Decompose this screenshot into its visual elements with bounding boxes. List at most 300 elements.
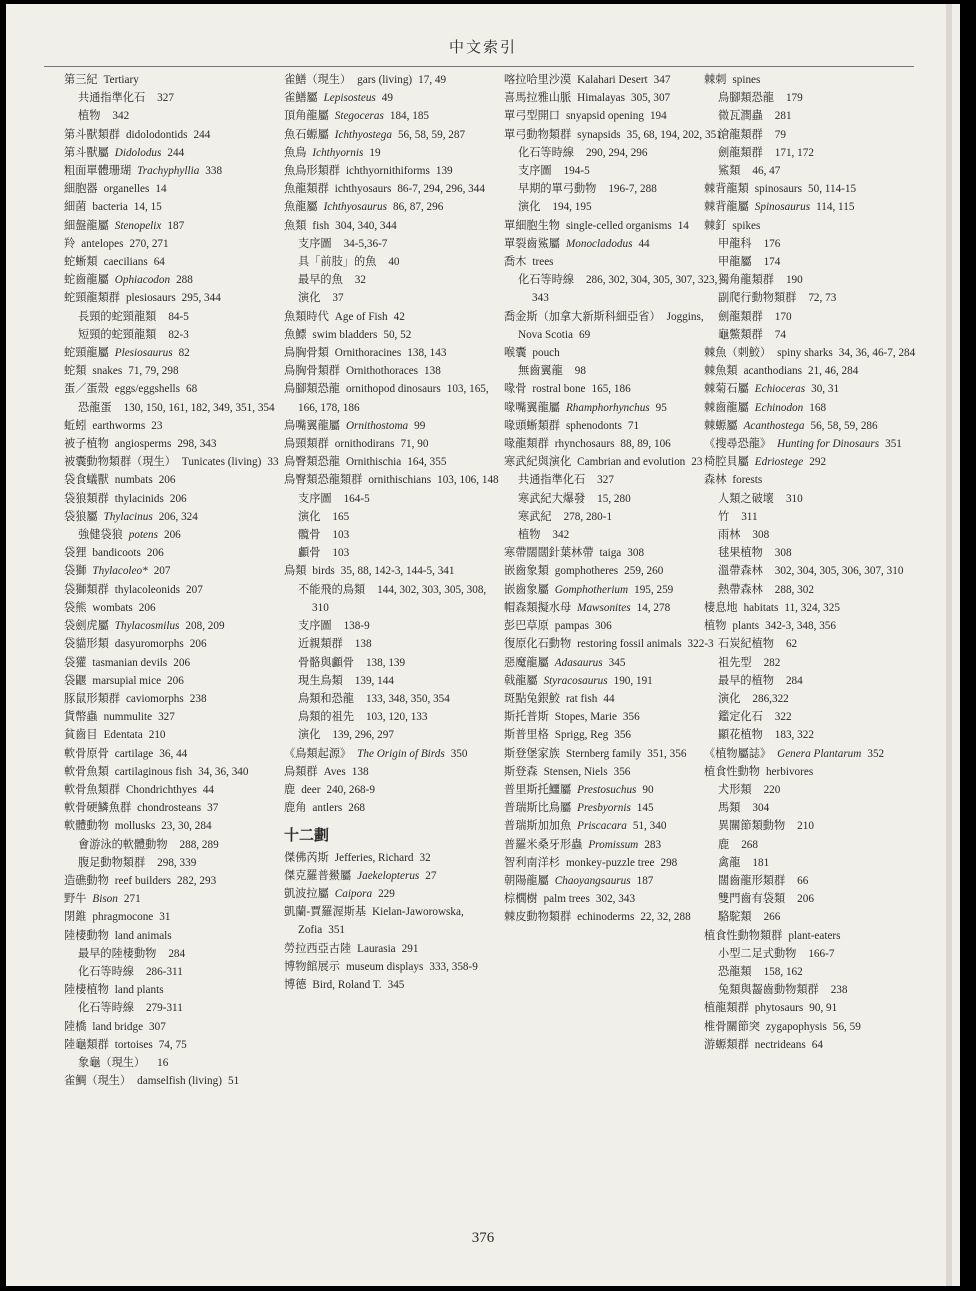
index-subentry xyxy=(504,198,722,216)
index-subentry xyxy=(504,271,722,307)
index-entry xyxy=(504,217,722,235)
entry-page-refs: 206 xyxy=(163,529,181,542)
index-column-1 xyxy=(64,71,282,1090)
entry-chinese-term: 魚鳥 xyxy=(284,145,307,159)
index-entry xyxy=(284,417,502,435)
index-entry xyxy=(284,799,502,817)
entry-chinese-term: 陸龜類群 xyxy=(64,1037,109,1051)
entry-chinese-term: 游螈類群 xyxy=(704,1037,749,1051)
entry-chinese-term: 軟骨魚類群 xyxy=(64,782,120,796)
index-entry xyxy=(64,453,282,471)
entry-english-term: gomphotheres xyxy=(554,565,619,578)
entry-english-term: Thylacosmilus xyxy=(114,620,180,633)
entry-page-refs: 64 xyxy=(153,256,165,269)
index-entry xyxy=(704,599,922,617)
entry-chinese-term: 陸棲動物 xyxy=(64,928,109,942)
entry-english-term: Plesiosaurus xyxy=(114,347,173,360)
entry-chinese-term: 支序圖 xyxy=(298,619,332,633)
entry-page-refs: 279-311 xyxy=(145,1002,183,1015)
entry-chinese-term: 鳥臀類恐龍 xyxy=(284,455,340,469)
entry-english-term: Prestosuchus xyxy=(577,783,637,796)
index-entry xyxy=(284,180,502,198)
entry-page-refs: 298 xyxy=(660,856,678,869)
entry-english-term: snakes xyxy=(92,365,123,378)
entry-page-refs: 139, 296, 297 xyxy=(332,729,394,742)
entry-page-refs: 88, 89, 106 xyxy=(620,438,671,451)
entry-chinese-term: 鳥腳類恐龍 xyxy=(718,91,774,105)
entry-chinese-term: 喀拉哈里沙漠 xyxy=(504,73,572,86)
entry-page-refs: 304, 340, 344 xyxy=(335,219,397,232)
entry-chinese-term: 顱骨 xyxy=(298,546,321,560)
index-subentry xyxy=(64,89,282,107)
entry-page-refs: 17, 49 xyxy=(418,74,447,86)
index-subentry xyxy=(504,162,722,180)
entry-english-term: nectrideans xyxy=(754,1038,806,1051)
entry-page-refs: 66 xyxy=(797,874,809,887)
index-entry xyxy=(64,471,282,489)
entry-page-refs: 342 xyxy=(552,529,570,542)
index-entry xyxy=(64,126,282,144)
entry-page-refs: 356 xyxy=(622,711,640,724)
entry-chinese-term: 獨角龍類群 xyxy=(718,273,774,287)
entry-english-term: Kielan-Jaworowska, Zofia xyxy=(298,906,464,937)
entry-page-refs: 288, 289 xyxy=(179,838,219,851)
entry-page-refs: 174 xyxy=(763,256,781,269)
entry-chinese-term: 人類之破壞 xyxy=(718,491,774,505)
entry-chinese-term: 鳥嘴翼龍屬 xyxy=(284,418,340,432)
index-subentry xyxy=(504,471,722,489)
entry-page-refs: 82-3 xyxy=(168,328,189,341)
index-subentry xyxy=(284,672,502,690)
index-entry xyxy=(504,836,722,854)
index-subentry xyxy=(284,635,502,653)
entry-english-term: monkey-puzzle tree xyxy=(565,856,655,869)
entry-chinese-term: 腹足動物類群 xyxy=(78,855,146,869)
entry-page-refs: 44 xyxy=(603,692,615,705)
entry-english-term: cartilaginous fish xyxy=(114,765,193,778)
entry-page-refs: 42 xyxy=(393,310,405,323)
index-entry xyxy=(64,981,282,999)
entry-chinese-term: 微瓦潤蟲 xyxy=(718,109,763,123)
entry-page-refs: 310 xyxy=(785,492,803,505)
index-entry xyxy=(64,599,282,617)
entry-page-refs: 21, 46, 284 xyxy=(807,365,859,378)
entry-page-refs: 138-9 xyxy=(343,620,370,633)
entry-chinese-term: 椎骨關節突 xyxy=(704,1019,760,1033)
index-entry xyxy=(284,126,502,144)
index-subentry xyxy=(704,89,922,107)
index-subentry xyxy=(704,817,922,835)
entry-english-term: plant-eaters xyxy=(788,929,841,942)
entry-english-term: nummulite xyxy=(103,711,153,724)
entry-chinese-term: 闊齒龍形類群 xyxy=(718,873,786,887)
entry-chinese-term: 蛇齒龍屬 xyxy=(64,273,109,287)
entry-english-term: didolodontids xyxy=(125,128,188,141)
entry-english-term: caecilians xyxy=(103,256,148,269)
entry-page-refs: 229 xyxy=(378,887,395,900)
index-subentry xyxy=(704,490,922,508)
index-entry xyxy=(704,1036,922,1054)
entry-chinese-term: 魚龍類群 xyxy=(284,182,329,196)
entry-page-refs: 71 xyxy=(627,419,640,432)
entry-page-refs: 164-5 xyxy=(343,492,370,505)
entry-chinese-term: 雀鱔（現生） xyxy=(284,73,352,86)
entry-english-term: ornithopod dinosaurs xyxy=(345,383,441,396)
entry-chinese-term: 小型二足式動物 xyxy=(718,946,797,960)
index-entry xyxy=(64,1036,282,1054)
index-entry xyxy=(64,217,282,235)
index-entry xyxy=(64,890,282,908)
entry-chinese-term: 細盤龍屬 xyxy=(64,218,109,232)
index-subentry xyxy=(704,581,922,599)
entry-page-refs: 164, 355 xyxy=(407,456,447,469)
entry-english-term: Ornithothoraces xyxy=(345,365,419,378)
index-entry xyxy=(64,180,282,198)
entry-chinese-term: 豚鼠形類群 xyxy=(64,691,120,705)
entry-page-refs: 347 xyxy=(653,74,671,86)
index-subentry xyxy=(704,253,922,271)
entry-page-refs: 139 xyxy=(435,165,453,178)
index-entry xyxy=(504,799,722,817)
entry-chinese-term: 植食性動物 xyxy=(704,764,760,778)
entry-chinese-term: 馬類 xyxy=(718,801,741,815)
entry-chinese-term: 《鳥類起源》 xyxy=(284,746,352,760)
index-subentry xyxy=(704,289,922,307)
entry-page-refs: 27 xyxy=(425,869,437,882)
index-entry xyxy=(284,217,502,235)
entry-chinese-term: 兔類與齧齒動物類群 xyxy=(718,983,819,997)
entry-page-refs: 114, 115 xyxy=(816,201,855,214)
index-subentry xyxy=(284,581,502,617)
index-column-2 xyxy=(284,71,502,994)
entry-page-refs: 19 xyxy=(369,146,381,159)
index-entry xyxy=(64,508,282,526)
entry-chinese-term: 野牛 xyxy=(64,892,87,906)
index-entry xyxy=(64,672,282,690)
entry-chinese-term: 鳥胸骨類群 xyxy=(284,364,340,378)
index-subentry xyxy=(704,326,922,344)
entry-english-term: Stenopelix xyxy=(114,219,162,232)
index-subentry xyxy=(64,1054,282,1072)
entry-english-term: Jefferies, Richard xyxy=(334,851,414,864)
entry-page-refs: 184, 185 xyxy=(389,110,430,123)
index-subentry xyxy=(284,235,502,253)
index-entry xyxy=(504,872,722,890)
entry-chinese-term: 演化 xyxy=(298,728,321,742)
entry-page-refs: 194 xyxy=(649,110,667,123)
index-entry xyxy=(284,344,502,362)
entry-chinese-term: 袋鼴 xyxy=(64,673,87,687)
index-entry xyxy=(504,654,722,672)
index-entry xyxy=(704,380,922,398)
entry-english-term: Tunicates (living) xyxy=(181,456,262,469)
entry-chinese-term: 袋狼屬 xyxy=(64,509,98,523)
entry-page-refs: 22, 32, 288 xyxy=(640,911,691,924)
entry-chinese-term: 軟骨魚類 xyxy=(64,764,109,778)
index-entry xyxy=(284,849,502,867)
entry-chinese-term: 袋狸 xyxy=(64,546,87,560)
index-subentry xyxy=(704,526,922,544)
entry-chinese-term: 嵌齒象屬 xyxy=(504,582,549,596)
entry-english-term: Monocladodus xyxy=(565,237,633,250)
entry-page-refs: 268 xyxy=(348,802,365,815)
entry-english-term: phragmocone xyxy=(92,911,154,924)
entry-english-term: land animals xyxy=(114,929,172,942)
entry-page-refs: 270, 271 xyxy=(129,237,169,250)
entry-chinese-term: 復原化石動物 xyxy=(504,637,572,651)
entry-english-term: Tertiary xyxy=(103,74,139,86)
entry-chinese-term: 普羅米桑牙形蟲 xyxy=(504,837,583,851)
entry-chinese-term: 袋獅類群 xyxy=(64,582,109,596)
entry-page-refs: 33 xyxy=(267,456,279,469)
entry-page-refs: 166-7 xyxy=(808,947,835,960)
entry-page-refs: 271 xyxy=(123,893,141,906)
entry-page-refs: 308 xyxy=(627,547,645,560)
entry-chinese-term: 最早的植物 xyxy=(718,673,774,687)
page-header: 中文索引 xyxy=(448,38,517,56)
entry-chinese-term: 鹿 xyxy=(284,782,296,796)
entry-page-refs: 14 xyxy=(677,219,689,232)
entry-english-term: eggs/eggshells xyxy=(114,383,181,396)
entry-english-term: Rhamphorhynchus xyxy=(565,401,650,414)
entry-chinese-term: 棘齒龍屬 xyxy=(704,400,749,414)
entry-chinese-term: 寒武紀 xyxy=(518,509,552,523)
index-entry xyxy=(504,672,722,690)
entry-english-term: Ichthyostega xyxy=(334,128,392,141)
entry-english-term: earthworms xyxy=(92,419,146,432)
index-entry xyxy=(64,617,282,635)
entry-chinese-term: 蛋／蛋殼 xyxy=(64,382,109,396)
entry-chinese-term: 魚石螈屬 xyxy=(284,127,329,141)
entry-english-term: Ornithoracines xyxy=(334,347,402,360)
entry-page-refs: 71, 90 xyxy=(400,438,429,451)
entry-chinese-term: 博物館展示 xyxy=(284,959,340,973)
entry-chinese-term: 雀鱔屬 xyxy=(284,91,318,105)
entry-chinese-term: 凱波拉屬 xyxy=(284,886,329,900)
entry-chinese-term: 彭巴草原 xyxy=(504,619,549,633)
index-entry xyxy=(504,581,722,599)
index-entry xyxy=(704,927,922,945)
index-entry xyxy=(504,253,722,271)
entry-page-refs: 206 xyxy=(169,492,187,505)
entry-page-refs: 187 xyxy=(636,874,654,887)
entry-page-refs: 338 xyxy=(205,165,223,178)
entry-english-term: numbats xyxy=(114,474,153,487)
entry-english-term: snyapsid opening xyxy=(565,110,644,123)
entry-chinese-term: 貧齒目 xyxy=(64,728,98,742)
entry-english-term: antlers xyxy=(312,802,343,815)
index-subentry xyxy=(704,308,922,326)
entry-page-refs: 158, 162 xyxy=(763,965,803,978)
entry-page-refs: 176 xyxy=(763,237,781,250)
entry-page-refs: 14, 15 xyxy=(133,201,162,214)
entry-chinese-term: 棘刺 xyxy=(704,73,727,86)
index-subentry xyxy=(704,908,922,926)
entry-page-refs: 210 xyxy=(797,820,814,833)
entry-english-term: forests xyxy=(732,474,763,487)
entry-chinese-term: 髖骨 xyxy=(298,528,321,542)
entry-chinese-term: 滄龍類群 xyxy=(718,127,763,141)
entry-english-term: pouch xyxy=(532,347,560,360)
index-subentry xyxy=(64,399,282,417)
entry-english-term: rhynchosaurs xyxy=(554,438,615,451)
entry-chinese-term: 細胞器 xyxy=(64,182,98,196)
entry-chinese-term: 被囊動物類群（現生） xyxy=(64,455,176,469)
entry-page-refs: 34-5,36-7 xyxy=(343,237,388,250)
entry-page-refs: 56, 59 xyxy=(832,1020,861,1033)
index-entry xyxy=(284,763,502,781)
entry-chinese-term: 《搜尋恐龍》 xyxy=(704,437,772,451)
entry-page-refs: 206 xyxy=(173,656,191,669)
index-entry xyxy=(504,726,722,744)
index-entry xyxy=(704,362,922,380)
index-entry xyxy=(284,453,502,471)
entry-chinese-term: 粗面單體珊瑚 xyxy=(64,164,132,178)
entry-english-term: Edriostege xyxy=(754,456,804,469)
index-entry xyxy=(704,180,922,198)
entry-page-refs: 138 xyxy=(424,365,441,378)
index-subentry xyxy=(284,544,502,562)
entry-english-term: spinosaurs xyxy=(754,183,803,196)
index-entry xyxy=(284,380,502,416)
index-frame xyxy=(44,66,914,1195)
index-subentry xyxy=(704,235,922,253)
index-entry xyxy=(704,471,922,489)
entry-chinese-term: 寒武紀與演化 xyxy=(504,455,572,469)
entry-chinese-term: 熱帶森林 xyxy=(718,582,763,596)
entry-page-refs: 206 xyxy=(797,893,814,906)
entry-page-refs: 50, 114-15 xyxy=(808,183,857,196)
entry-page-refs: 298, 339 xyxy=(157,856,197,869)
index-subentry xyxy=(704,144,922,162)
entry-page-refs: 240, 268-9 xyxy=(326,783,375,796)
index-entry xyxy=(64,162,282,180)
index-entry xyxy=(504,126,722,144)
entry-english-term: birds xyxy=(312,565,335,578)
entry-english-term: Laurasia xyxy=(357,942,396,955)
entry-chinese-term: 共通指準化石 xyxy=(518,473,586,487)
entry-page-refs: 44 xyxy=(638,237,650,250)
entry-page-refs: 86-7, 294, 296, 344 xyxy=(397,183,485,196)
entry-english-term: spines xyxy=(732,74,761,86)
index-entry xyxy=(64,872,282,890)
entry-page-refs: 308 xyxy=(752,529,770,542)
entry-chinese-term: 帽森類擬水母 xyxy=(504,600,572,614)
index-subentry xyxy=(284,526,502,544)
entry-chinese-term: 雙門齒有袋類 xyxy=(718,892,786,906)
entry-chinese-term: 棘背龍類 xyxy=(704,182,749,196)
entry-page-refs: 168 xyxy=(809,401,827,414)
index-entry xyxy=(704,453,922,471)
entry-page-refs: 291 xyxy=(401,942,419,955)
entry-page-refs: 165, 186 xyxy=(591,383,631,396)
entry-page-refs: 95 xyxy=(655,401,667,414)
entry-page-refs: 11, 324, 325 xyxy=(784,601,840,614)
entry-page-refs: 352 xyxy=(867,747,885,760)
entry-english-term: chondrosteans xyxy=(137,802,202,815)
entry-english-term: Aves xyxy=(323,765,346,778)
entry-page-refs: 99 xyxy=(414,419,426,432)
entry-english-term: pampas xyxy=(554,620,589,633)
index-entry xyxy=(704,344,922,362)
entry-english-term: Bird, Roland T. xyxy=(312,978,382,991)
index-entry xyxy=(64,253,282,271)
entry-english-term: palm trees xyxy=(543,893,590,906)
entry-chinese-term: 骨骼與顱骨 xyxy=(298,655,354,669)
entry-chinese-term: 普瑞斯比鳥屬 xyxy=(504,801,572,815)
index-subentry xyxy=(704,271,922,289)
entry-page-refs: 98 xyxy=(574,365,586,378)
index-subentry xyxy=(704,963,922,981)
entry-english-term: Mawsonites xyxy=(577,601,631,614)
entry-english-term: organelles xyxy=(103,183,150,196)
index-entry xyxy=(64,726,282,744)
entry-chinese-term: 陸橋 xyxy=(64,1019,87,1033)
entry-chinese-term: 袋狼類群 xyxy=(64,491,109,505)
entry-page-refs: 311 xyxy=(741,510,758,523)
entry-page-refs: 103 xyxy=(332,547,350,560)
entry-chinese-term: 喜馬拉雅山脈 xyxy=(504,91,572,105)
entry-chinese-term: 鳥類群 xyxy=(284,764,318,778)
entry-english-term: trees xyxy=(532,256,554,269)
entry-page-refs: 72, 73 xyxy=(808,292,837,305)
entry-chinese-term: 祖先型 xyxy=(718,655,752,669)
index-entry xyxy=(504,617,722,635)
index-entry xyxy=(504,344,722,362)
index-entry xyxy=(64,708,282,726)
index-entry xyxy=(64,271,282,289)
entry-english-term: antelopes xyxy=(81,237,124,250)
entry-page-refs: 190 xyxy=(785,274,803,287)
entry-english-term: ornithischians xyxy=(368,474,432,487)
index-entry xyxy=(504,908,722,926)
entry-english-term: bacteria xyxy=(92,201,128,214)
entry-page-refs: 51, 340 xyxy=(632,820,667,833)
entry-page-refs: 284 xyxy=(785,674,803,687)
entry-page-refs: 351, 356 xyxy=(647,747,687,760)
entry-page-refs: 206 xyxy=(138,601,156,614)
index-entry xyxy=(504,107,722,125)
entry-page-refs: 62 xyxy=(785,638,798,651)
entry-chinese-term: 支序圖 xyxy=(298,236,332,250)
index-entry xyxy=(64,745,282,763)
entry-chinese-term: 被子植物 xyxy=(64,437,109,451)
index-subentry xyxy=(704,836,922,854)
index-entry xyxy=(504,781,722,799)
entry-chinese-term: 袋獾 xyxy=(64,655,87,669)
entry-page-refs: 183, 322 xyxy=(774,729,814,742)
entry-page-refs: 244 xyxy=(193,128,211,141)
index-subentry xyxy=(284,490,502,508)
entry-chinese-term: 溫帶森林 xyxy=(718,564,763,578)
entry-english-term: swim bladders xyxy=(312,328,378,341)
entry-english-term: rat fish xyxy=(565,692,598,705)
entry-page-refs: 14 xyxy=(155,183,167,196)
entry-english-term: Trachyphyllia xyxy=(137,165,200,178)
entry-page-refs: 266 xyxy=(763,911,781,924)
entry-page-refs: 298, 343 xyxy=(177,438,217,451)
entry-page-refs: 31 xyxy=(159,911,171,924)
entry-page-refs: 23, 30, 284 xyxy=(161,820,212,833)
entry-chinese-term: 化石等時線 xyxy=(518,145,574,159)
entry-chinese-term: 棘魚類 xyxy=(704,364,738,378)
entry-chinese-term: 寒帶闊闊針葉林帶 xyxy=(504,546,594,560)
entry-chinese-term: 椅腔貝屬 xyxy=(704,455,749,469)
entry-page-refs: 103, 165, 166, 178, 186 xyxy=(298,383,489,414)
entry-chinese-term: 鹿角 xyxy=(284,801,307,815)
entry-page-refs: 295, 344 xyxy=(181,292,221,305)
entry-chinese-term: 蛇頸龍屬 xyxy=(64,346,109,360)
